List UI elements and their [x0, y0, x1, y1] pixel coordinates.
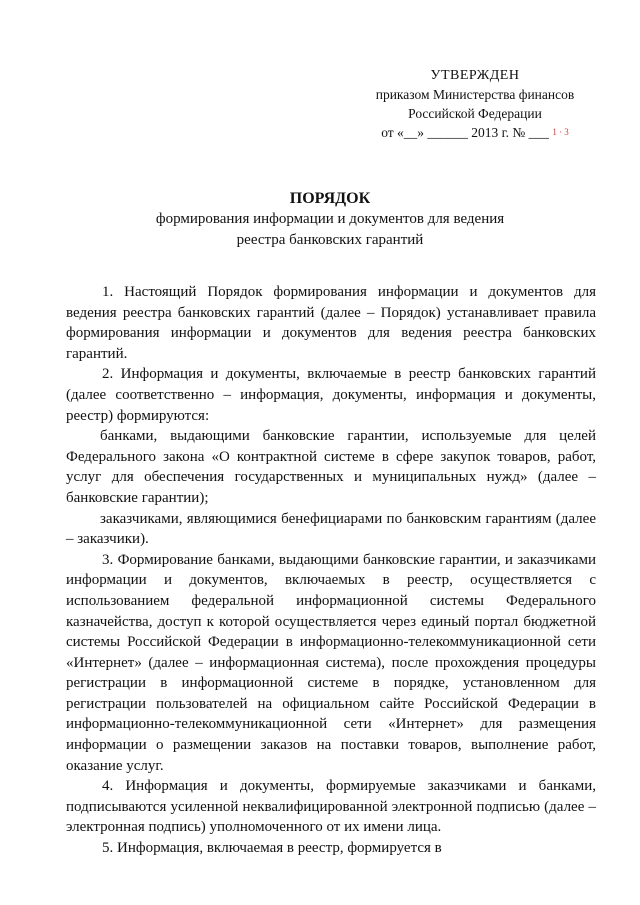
approval-date-line [350, 123, 600, 142]
document-body [66, 282, 596, 859]
approval-country: Российской Федерации [408, 106, 542, 121]
approval-number-stamp: 1 · 3 [552, 127, 569, 137]
document-title: ПОРЯДОК [289, 190, 371, 207]
paragraph-2-item-banks: банками, выдающими банковские гарантии, используемые для целей Федерального закона «О контрактной системе в сфере закупок товаров, работ, услуг для обеспечения государственных и муниципальных нужд» (далее – банковские гарантии); [66, 428, 596, 506]
approval-stamp [350, 66, 600, 142]
paragraph-5: 5. Информация, включаемая в реестр, формируется в [102, 840, 442, 857]
document-title-block [60, 188, 600, 251]
approval-date: от «__» ______ 2013 г. № ___ [381, 125, 549, 140]
paragraph-2-item-customers: заказчиками, являющимися бенефициарами по банковским гарантиям (далее – заказчики). [66, 510, 596, 548]
paragraph-4: 4. Информация и документы, формируемые заказчиками и банками, подписываются усиленной неквалифицированной электронной подписью (далее – электронная подпись) уполномоченного от их имени лица. [66, 778, 596, 836]
document-subtitle-line-2: реестра банковских гарантий [236, 232, 424, 248]
paragraph-3: 3. Формирование банками, выдающими банковские гарантии, и заказчиками информации и документов, включаемых в реестр, осуществляется с использованием федеральной информационной системы Федерального казначейства, доступ к которой осуществляется через единый портал бюджетной системы Российской Федерации в информационно-телекоммуникационной сети «Интернет» (далее – информационная система), после прохождения процедуры регистрации в информационной системе в порядке, установленном для регистрации пользователей на официальном сайте Российской Федерации в информационно-телекоммуникационной сети «Интернет» для размещения информации о размещении заказов на поставки товаров, выполнение работ, оказание услуг. [66, 551, 596, 774]
paragraph-2: 2. Информация и документы, включаемые в реестр банковских гарантий (далее соответственно – информация, документы, информация и документы, реестр) формируются: [66, 366, 596, 424]
approval-authority: приказом Министерства финансов [375, 87, 575, 102]
paragraph-1: 1. Настоящий Порядок формирования информации и документов для ведения реестра банковских гарантий (далее – Порядок) устанавливает правила формирования информации и документов для ведения реестра банковских гарантий. [66, 284, 596, 362]
document-subtitle-line-1: формирования информации и документов для ведения [155, 211, 505, 227]
approval-heading: УТВЕРЖДЕН [430, 68, 520, 83]
